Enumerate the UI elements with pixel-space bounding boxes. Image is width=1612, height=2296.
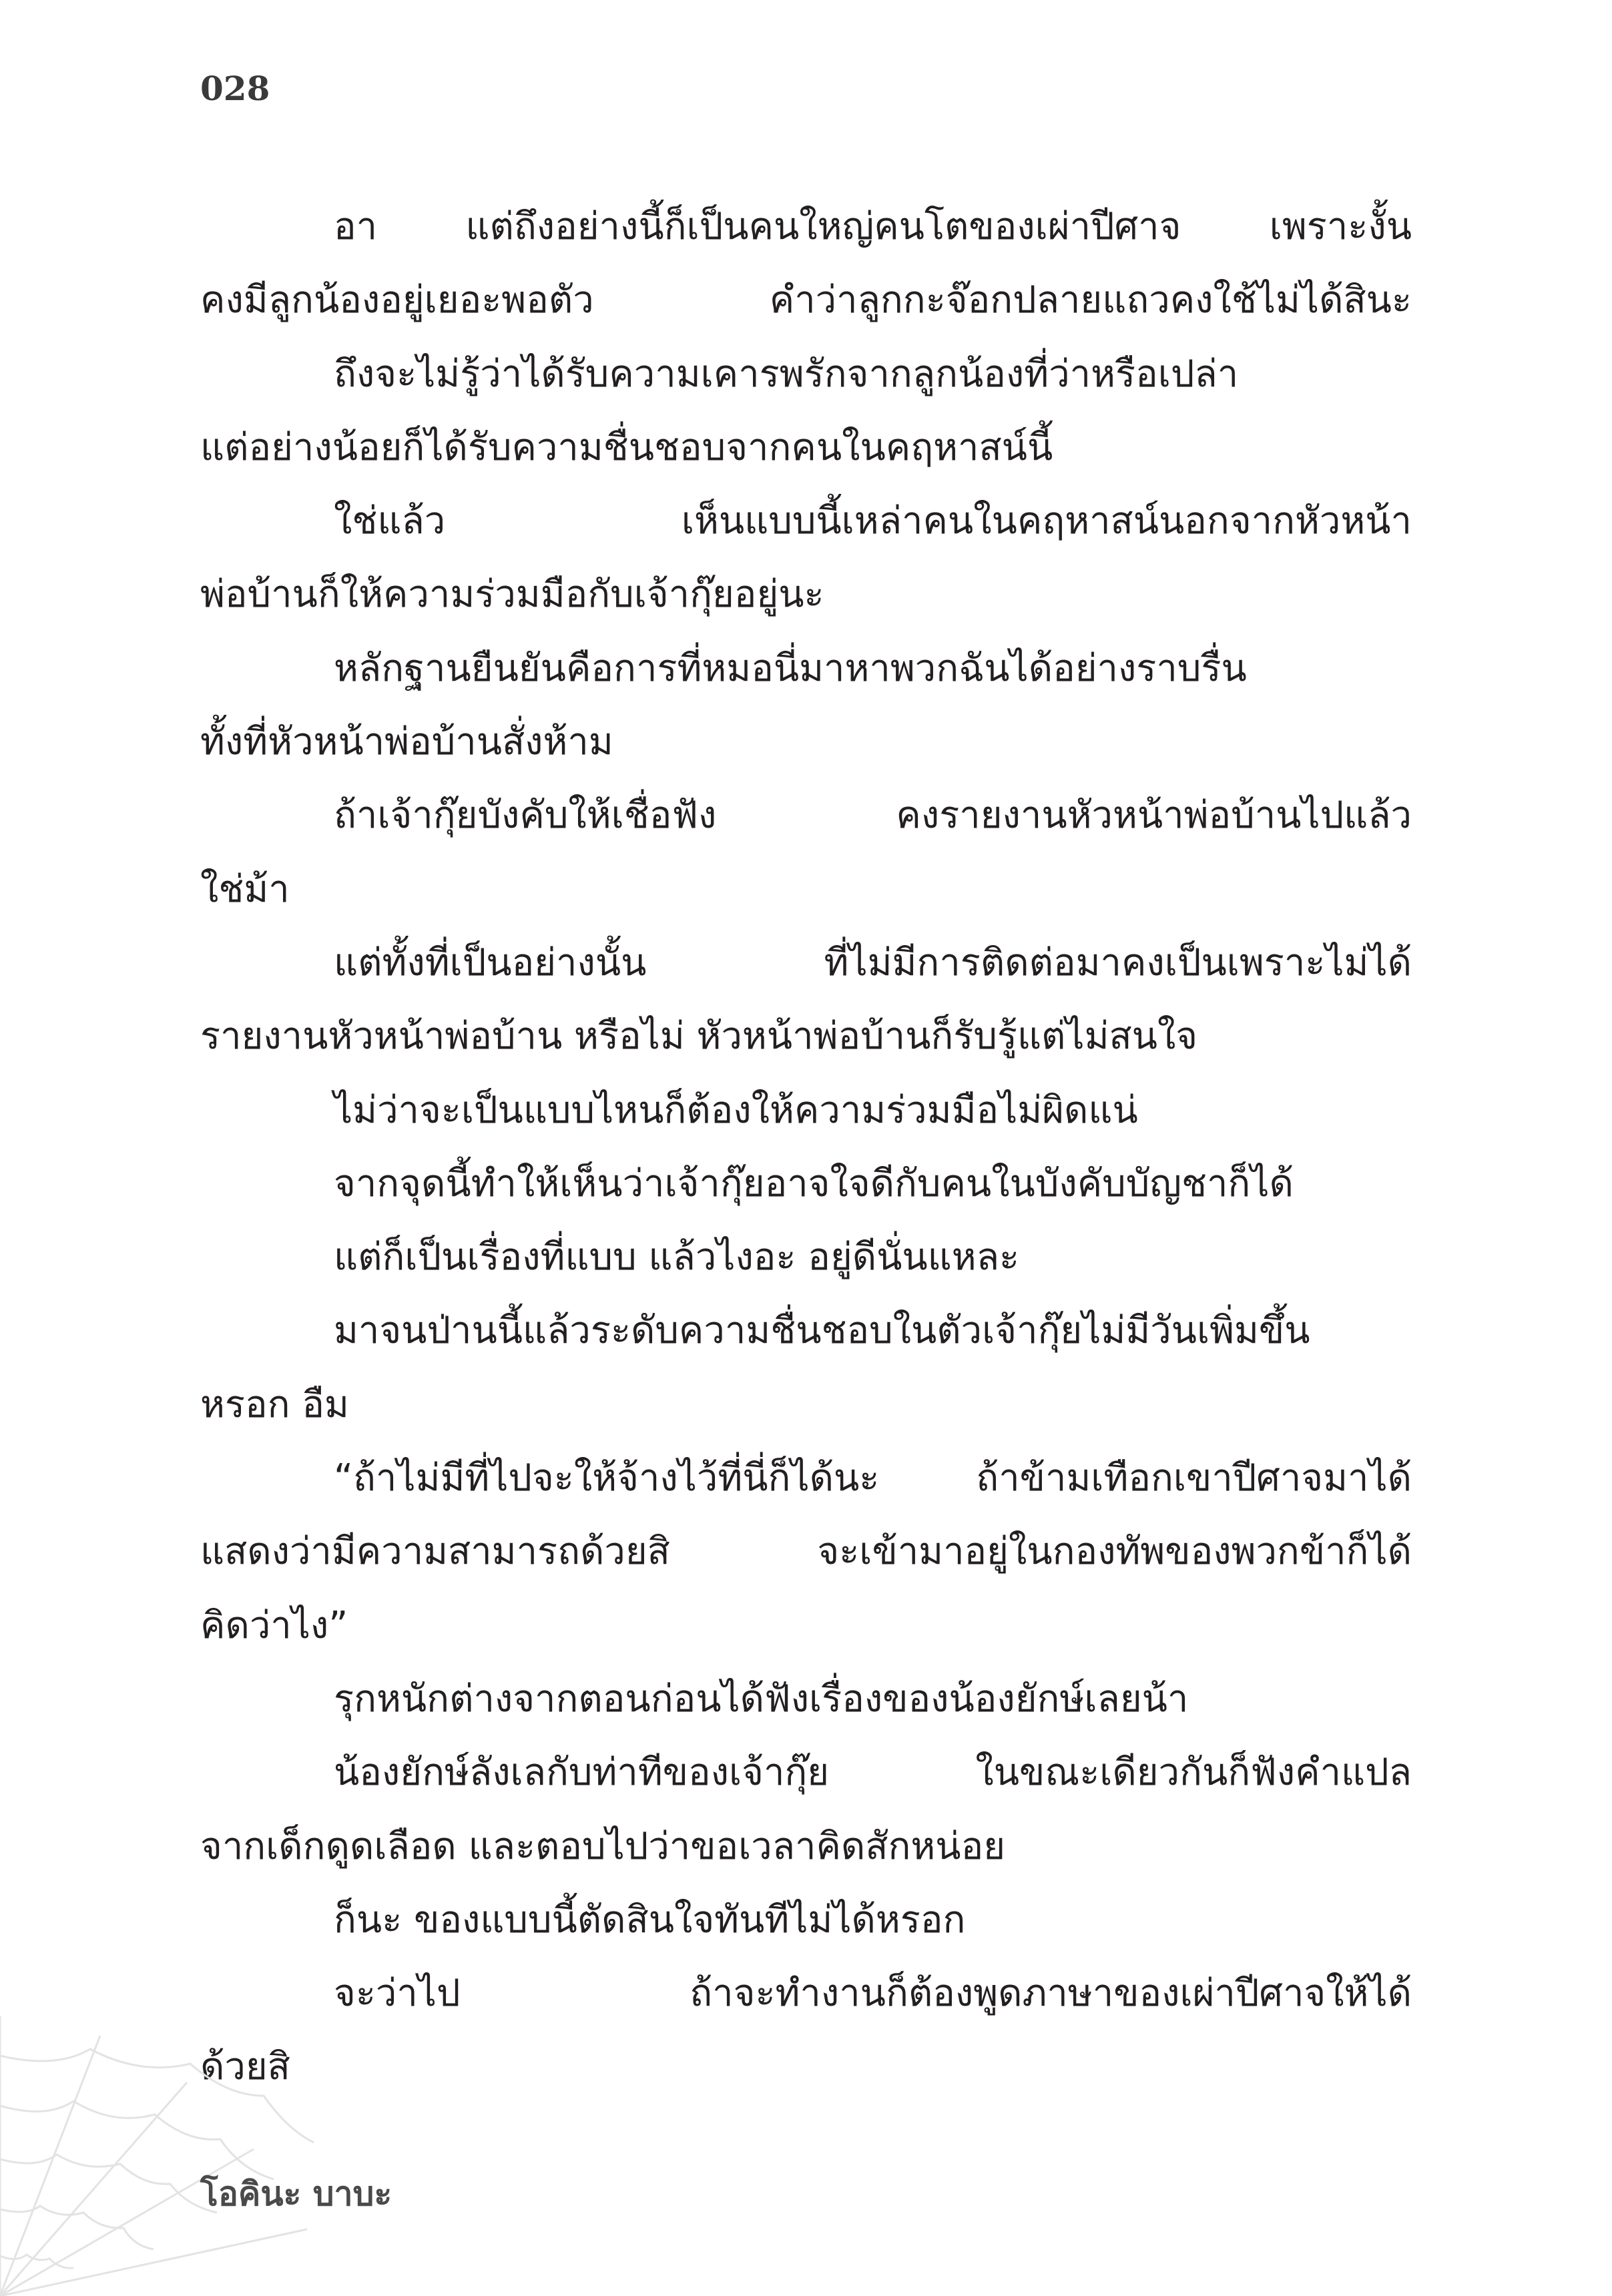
- text-line: หรอก อืม: [200, 1382, 349, 1426]
- text-line: ด้วยสิ: [200, 2045, 290, 2089]
- text-line: น้องยักษ์ลังเลกับท่าทีของเจ้ากุ๊ย ในขณะเดียวกันก็ฟังคำแปล: [334, 1751, 1412, 1795]
- text-line: พ่อบ้านก็ให้ความร่วมมือกับเจ้ากุ๊ยอยู่นะ: [200, 573, 824, 617]
- text-line: “ถ้าไม่มีที่ไปจะให้จ้างไว้ที่นี่ก็ได้นะ ถ้าข้ามเทือกเขาปีศาจมาได้: [334, 1456, 1412, 1500]
- text-line: ถึงจะไม่รู้ว่าได้รับความเคารพรักจากลูกน้องที่ว่าหรือเปล่า: [334, 352, 1239, 396]
- text-line: คงมีลูกน้องอยู่เยอะพอตัว คำว่าลูกกะจ๊อกปลายแถวคงใช้ไม่ได้สินะ: [200, 278, 1412, 322]
- text-line: รายงานหัวหน้าพ่อบ้าน หรือไม่ หัวหน้าพ่อบ้านก็รับรู้แต่ไม่สนใจ: [200, 1015, 1198, 1059]
- page-number: 028: [200, 69, 270, 108]
- text-line: ใช่แล้ว เห็นแบบนี้เหล่าคนในคฤหาสน์นอกจากหัวหน้า: [334, 499, 1412, 543]
- text-line: อา แต่ถึงอย่างนี้ก็เป็นคนใหญ่คนโตของเผ่าปีศาจ เพราะงั้น: [334, 205, 1412, 248]
- text-line: จากเด็กดูดเลือด และตอบไปว่าขอเวลาคิดสักหน่อย: [200, 1824, 1006, 1868]
- text-line: ไม่ว่าจะเป็นแบบไหนก็ต้องให้ความร่วมมือไม่ผิดแน่: [334, 1088, 1138, 1132]
- text-line: มาจนป่านนี้แล้วระดับความชื่นชอบในตัวเจ้ากุ๊ยไม่มีวันเพิ่มขึ้น: [334, 1309, 1310, 1353]
- cobweb-icon: [0, 1976, 320, 2296]
- text-line: แสดงว่ามีความสามารถด้วยสิ จะเข้ามาอยู่ในกองทัพของพวกข้าก็ได้: [200, 1530, 1412, 1574]
- text-line: แต่อย่างน้อยก็ได้รับความชื่นชอบจากคนในคฤหาสน์นี้: [200, 425, 1053, 469]
- text-line: จากจุดนี้ทำให้เห็นว่าเจ้ากุ๊ยอาจใจดีกับคนในบังคับบัญชาก็ได้: [334, 1161, 1294, 1205]
- text-line: ก็นะ ของแบบนี้ตัดสินใจทันทีไม่ได้หรอก: [334, 1898, 966, 1942]
- text-line: แต่ก็เป็นเรื่องที่แบบ แล้วไงอะ อยู่ดีนั่นแหละ: [334, 1235, 1020, 1279]
- text-line: ถ้าเจ้ากุ๊ยบังคับให้เชื่อฟัง คงรายงานหัวหน้าพ่อบ้านไปแล้ว: [334, 794, 1412, 838]
- text-line: จะว่าไป ถ้าจะทำงานก็ต้องพูดภาษาของเผ่าปีศาจให้ได้: [334, 1972, 1412, 2016]
- text-line: รุกหนักต่างจากตอนก่อนได้ฟังเรื่องของน้องยักษ์เลยน้า: [334, 1677, 1189, 1721]
- text-line: หลักฐานยืนยันคือการที่หมอนี่มาหาพวกฉันได้อย่างราบรื่น: [334, 646, 1247, 690]
- body-text: [200, 190, 1412, 2104]
- text-line: ทั้งที่หัวหน้าพ่อบ้านสั่งห้าม: [200, 720, 613, 764]
- book-title: โอคินะ บาบะ: [200, 2175, 392, 2213]
- text-line: แต่ทั้งที่เป็นอย่างนั้น ที่ไม่มีการติดต่อมาคงเป็นเพราะไม่ได้: [334, 940, 1412, 984]
- text-line: ใช่ม้า: [200, 867, 290, 911]
- text-line: คิดว่าไง”: [200, 1603, 348, 1647]
